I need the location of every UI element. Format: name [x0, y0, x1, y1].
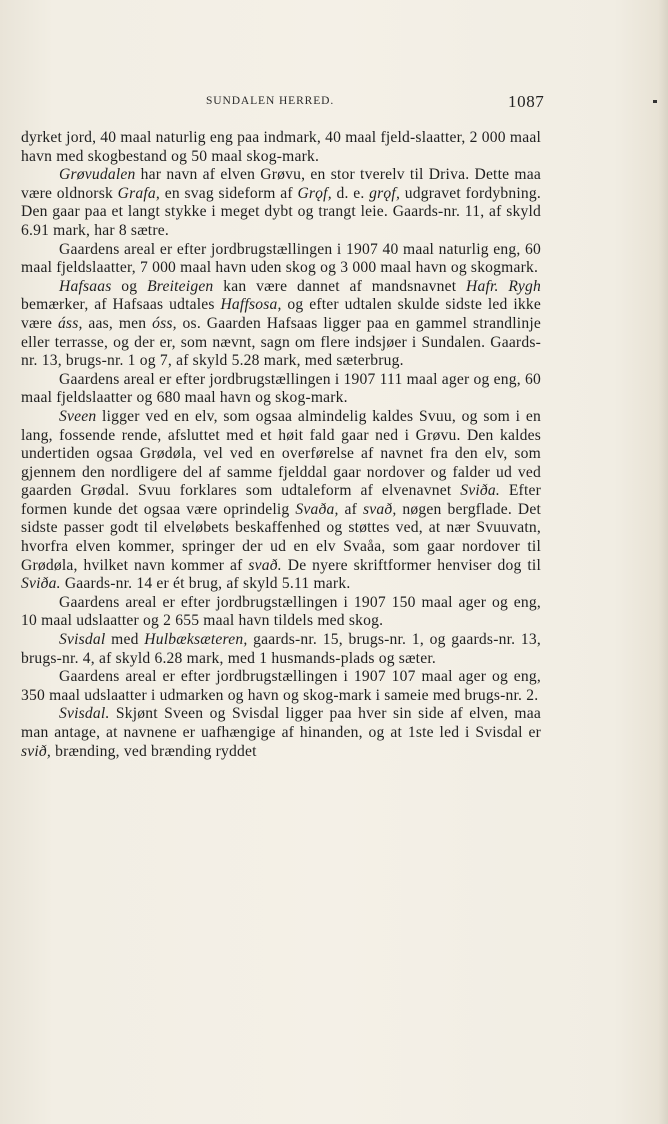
italic-term: Breiteigen [147, 277, 214, 295]
text-run: Efter formen kunde det ogsaa være oprindelig [21, 482, 541, 518]
italic-term: grǫf, [369, 184, 401, 202]
text-run: og [111, 277, 148, 295]
page-number: 1087 [508, 92, 545, 111]
text-run: med [105, 631, 145, 649]
paragraph [21, 371, 541, 408]
text-run: udgravet fordybning. Den gaar paa et langt stykke i meget dybt og trangt leie. Gaards-nr. 11, af skyld 6.91 mark, har 8 sætre. [21, 184, 541, 239]
italic-term: Grǫf, [297, 184, 332, 202]
italic-term: Hafr. [466, 277, 499, 295]
paragraph [21, 668, 541, 705]
paragraph [21, 408, 541, 594]
text-run: gaards-nr. 15, brugs-nr. 1, og gaards-nr. 13, brugs-nr. 4, af skyld 6.28 mark, med 1 husmands-plads og sæter. [21, 631, 541, 667]
paragraph [21, 631, 541, 668]
text-run [499, 278, 509, 295]
text-run: Gaardens areal er efter jordbrugstællingen i 1907 111 maal ager og eng, 60 maal fjeldslaatter og 680 maal havn og skog-mark. [21, 370, 541, 407]
paragraph [21, 278, 541, 371]
italic-term: Svisdal. [59, 705, 110, 723]
paragraph [21, 129, 541, 166]
text-run: Gaards-nr. 14 er ét brug, af skyld 5.11 mark. [60, 575, 351, 593]
body-text [21, 129, 541, 761]
text-run: os. Gaarden Hafsaas ligger paa en gammel strandlinje eller terrasse, og der er, som nævnt, sagn om flere indsjøer i Sundalen. Gaards-nr. 13, brugs-nr. 1 og 7, af skyld 5.28 mark, med sæterbrug. [21, 314, 541, 370]
italic-term: Grafa, [117, 184, 161, 202]
italic-term: Haffsosa, [220, 296, 282, 314]
text-run: dyrket jord, 40 maal naturlig eng paa indmark, 40 maal fjeld-slaatter, 2 000 maal havn med skogbestand og 50 maal skog-mark. [21, 129, 541, 165]
text-run: Skjønt Sveen og Svisdal ligger paa hver sin side af elven, maa man antage, at navnene er uafhængige af hinanden, og at 1ste led i Svisdal er [21, 705, 541, 741]
text-run: Gaardens areal er efter jordbrugstællingen i 1907 150 maal ager og eng, 10 maal udslaatter og 2 655 maal havn tildels med skog. [21, 593, 541, 630]
italic-term: Svisdal [59, 631, 106, 649]
text-run: d. e. [331, 184, 370, 202]
italic-term: svið, [21, 742, 52, 760]
paragraph [21, 594, 541, 631]
italic-term: Sveen [59, 407, 97, 425]
text-run: nøgen bergflade. Det sidste passer godt til elveløbets beskaffenhed og støttes ved, at nær Svuuvatn, hvorfra elven kommer, springer der ud en elv Svaåa, som gaar nordover til Grødøla, hvilket navn kommer af [21, 500, 542, 574]
italic-term: Rygh [508, 277, 541, 295]
italic-term: Svaða, [295, 500, 339, 518]
italic-term: áss, [57, 314, 83, 332]
italic-term: Hafsaas [59, 277, 112, 295]
text-run: Gaardens areal er efter jordbrugstællingen i 1907 107 maal ager og eng, 350 maal udslaatter i udmarken og havn og skog-mark i sameie med brugs-nr. 2. [21, 668, 541, 704]
text-run: en svag sideform af [160, 184, 298, 202]
text-run: aas, men [82, 314, 153, 332]
text-run: og efter udtalen skulde sidste led ikke være [21, 296, 541, 332]
italic-term: svað, [362, 500, 397, 518]
text-run: af [338, 500, 363, 518]
text-run: ligger ved en elv, som ogsaa almindelig kaldes Svuu, og som i en lang, fossende rende, afsluttet med et høit fald gaar ned i Grøvu. Den kaldes undertiden ogsaa Grødøla, vel ved en overførelse af navnet fra den elv, som gjennem den nordligere del af samme fjelddal gaar nordover og falder ud ved gaarden Grødal. Svuu forklares som udtaleform af elvenavnet [21, 407, 541, 500]
paragraph [21, 166, 541, 240]
italic-term: svað. [248, 556, 282, 574]
text-run: kan være dannet af mandsnavnet [213, 277, 467, 295]
italic-term: Sviða. [21, 575, 61, 593]
italic-term: óss, [152, 314, 177, 332]
text-run: bemærker, af Hafsaas udtales [21, 296, 221, 314]
text-run: Gaardens areal er efter jordbrugstællingen i 1907 40 maal naturlig eng, 60 maal fjeldslaatter, 7 000 maal havn uden skog og 3 000 maal havn og skogmark. [21, 240, 541, 277]
edge-mark [653, 100, 657, 103]
italic-term: Sviða. [460, 482, 500, 500]
italic-term: Grøvudalen [59, 166, 136, 184]
page-header [0, 93, 668, 113]
text-run: De nyere skriftformer henviser dog til [281, 556, 541, 574]
text-run: brænding, ved brænding ryddet [51, 742, 257, 760]
paragraph [21, 705, 541, 761]
running-title: SUNDALEN HERRED. [206, 95, 335, 107]
paragraph [21, 241, 541, 278]
page-edge-shadow [658, 0, 668, 1124]
italic-term: Hulbæksæteren, [144, 631, 248, 649]
text-run: har navn af elven Grøvu, en stor tverelv til Driva. Dette maa være oldnorsk [21, 166, 541, 202]
